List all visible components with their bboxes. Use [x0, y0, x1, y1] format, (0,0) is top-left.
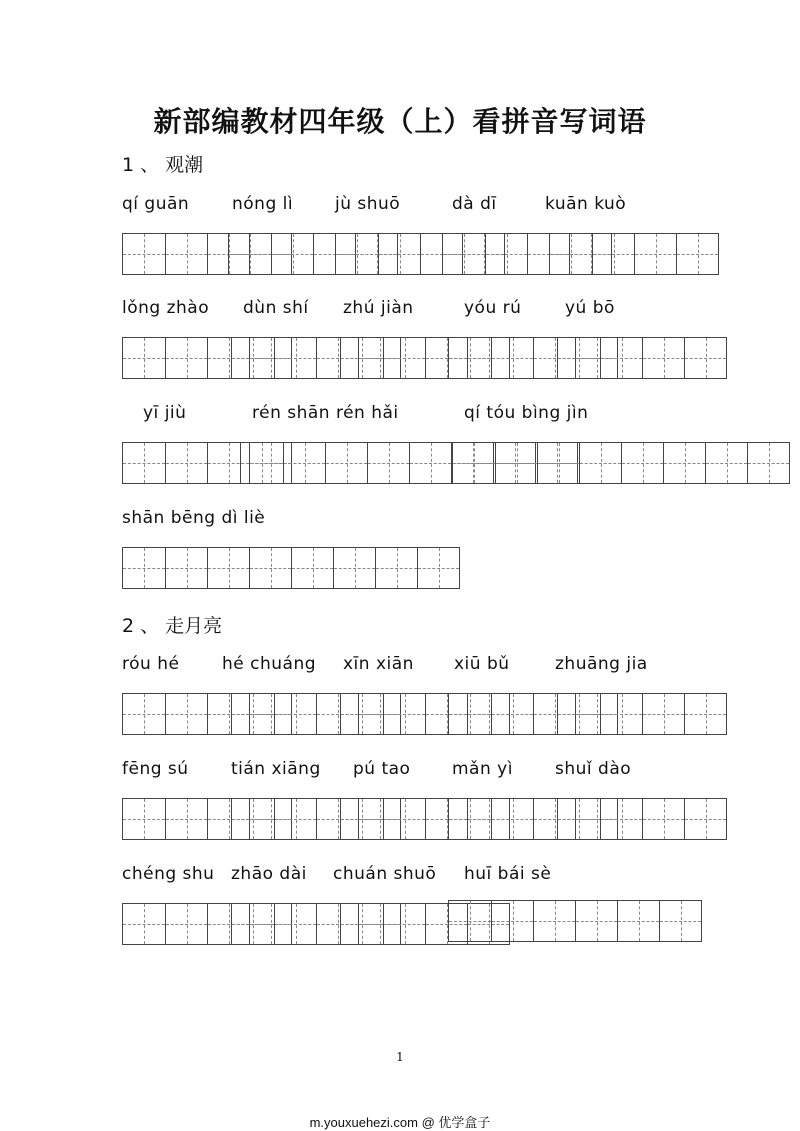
writing-grid[interactable]: [122, 547, 460, 589]
writing-cell[interactable]: [558, 338, 600, 378]
writing-cell[interactable]: [232, 799, 274, 839]
writing-cell[interactable]: [123, 799, 165, 839]
writing-cell[interactable]: [443, 234, 485, 274]
writing-cell[interactable]: [241, 443, 283, 483]
writing-cell[interactable]: [383, 799, 425, 839]
writing-cell[interactable]: [684, 338, 726, 378]
writing-cell[interactable]: [283, 443, 325, 483]
writing-cell[interactable]: [449, 338, 491, 378]
writing-cell[interactable]: [378, 234, 420, 274]
writing-cell[interactable]: [274, 338, 316, 378]
writing-cell[interactable]: [123, 904, 165, 944]
pinyin-prompt: yóu rú: [464, 298, 522, 318]
pinyin-prompt: lǒng zhào: [122, 298, 210, 318]
writing-cell[interactable]: [449, 694, 491, 734]
pinyin-prompt: rén shān rén hǎi: [252, 403, 399, 423]
writing-cell[interactable]: [634, 234, 676, 274]
pinyin-prompt: nóng lì: [232, 194, 294, 214]
pinyin-prompt: hé chuáng: [222, 654, 317, 674]
section-title: 1 、 观潮: [122, 154, 204, 176]
writing-cell[interactable]: [592, 234, 634, 274]
writing-cell[interactable]: [491, 901, 533, 941]
pinyin-prompt: róu hé: [122, 654, 180, 674]
writing-cell[interactable]: [383, 904, 425, 944]
pinyin-prompt: zhuāng jia: [555, 654, 648, 674]
pinyin-prompt: xīn xiān: [343, 654, 414, 674]
footer-credit: m.youxuehezi.com @ 优学盒子: [309, 1115, 491, 1130]
writing-cell[interactable]: [600, 338, 642, 378]
writing-cell[interactable]: [642, 338, 684, 378]
writing-cell[interactable]: [537, 443, 579, 483]
writing-cell[interactable]: [558, 799, 600, 839]
writing-cell[interactable]: [684, 799, 726, 839]
writing-cell[interactable]: [409, 443, 451, 483]
writing-cell[interactable]: [123, 443, 165, 483]
writing-cell[interactable]: [165, 799, 207, 839]
writing-cell[interactable]: [274, 799, 316, 839]
writing-cell[interactable]: [341, 799, 383, 839]
writing-cell[interactable]: [747, 443, 789, 483]
writing-cell[interactable]: [449, 901, 491, 941]
writing-cell[interactable]: [333, 548, 375, 588]
writing-cell[interactable]: [165, 904, 207, 944]
writing-cell[interactable]: [165, 443, 207, 483]
writing-cell[interactable]: [579, 443, 621, 483]
writing-cell[interactable]: [249, 548, 291, 588]
writing-cell[interactable]: [621, 443, 663, 483]
writing-cell[interactable]: [575, 901, 617, 941]
writing-cell[interactable]: [229, 234, 271, 274]
pinyin-prompt: zhú jiàn: [343, 298, 414, 318]
pinyin-prompt: tián xiāng: [231, 759, 321, 779]
writing-cell[interactable]: [491, 338, 533, 378]
pinyin-prompt: kuān kuò: [545, 194, 627, 214]
writing-cell[interactable]: [600, 799, 642, 839]
writing-cell[interactable]: [705, 443, 747, 483]
writing-cell[interactable]: [274, 694, 316, 734]
pinyin-prompt: pú tao: [353, 759, 411, 779]
writing-cell[interactable]: [617, 901, 659, 941]
writing-cell[interactable]: [495, 443, 537, 483]
writing-cell[interactable]: [449, 799, 491, 839]
writing-cell[interactable]: [165, 338, 207, 378]
writing-cell[interactable]: [123, 234, 165, 274]
writing-cell[interactable]: [341, 904, 383, 944]
pinyin-prompt: chuán shuō: [333, 864, 437, 884]
writing-cell[interactable]: [453, 443, 495, 483]
writing-cell[interactable]: [533, 901, 575, 941]
writing-cell[interactable]: [232, 694, 274, 734]
writing-cell[interactable]: [341, 338, 383, 378]
pinyin-prompt: dà dī: [452, 194, 497, 214]
pinyin-prompt: zhāo dài: [231, 864, 307, 884]
pinyin-prompt: fēng sú: [122, 759, 189, 779]
writing-grid[interactable]: [549, 233, 719, 275]
writing-cell[interactable]: [232, 904, 274, 944]
writing-grid[interactable]: [448, 900, 702, 942]
writing-cell[interactable]: [417, 548, 459, 588]
writing-cell[interactable]: [123, 338, 165, 378]
writing-cell[interactable]: [232, 338, 274, 378]
writing-cell[interactable]: [491, 694, 533, 734]
section-title: 2 、 走月亮: [122, 615, 223, 637]
writing-cell[interactable]: [271, 234, 313, 274]
pinyin-prompt: chéng shu: [122, 864, 215, 884]
writing-cell[interactable]: [676, 234, 718, 274]
writing-cell[interactable]: [123, 548, 165, 588]
page-number: 1: [396, 1050, 404, 1064]
writing-cell[interactable]: [341, 694, 383, 734]
writing-cell[interactable]: [383, 338, 425, 378]
writing-grid[interactable]: [452, 442, 790, 484]
writing-cell[interactable]: [325, 443, 367, 483]
writing-cell[interactable]: [642, 799, 684, 839]
writing-cell[interactable]: [659, 901, 701, 941]
pinyin-prompt: qí guān: [122, 194, 190, 214]
writing-cell[interactable]: [123, 694, 165, 734]
writing-cell[interactable]: [600, 694, 642, 734]
pinyin-prompt: shān bēng dì liè: [122, 508, 266, 528]
writing-cell[interactable]: [558, 694, 600, 734]
pinyin-prompt: yī jiù: [143, 403, 187, 423]
writing-cell[interactable]: [663, 443, 705, 483]
pinyin-prompt: shuǐ dào: [555, 759, 632, 779]
pinyin-prompt: xiū bǔ: [454, 654, 510, 674]
writing-grid[interactable]: [557, 693, 727, 735]
pinyin-prompt: dùn shí: [243, 298, 309, 318]
writing-cell[interactable]: [375, 548, 417, 588]
writing-cell[interactable]: [336, 234, 378, 274]
pinyin-prompt: qí tóu bìng jìn: [464, 403, 589, 423]
writing-cell[interactable]: [642, 694, 684, 734]
writing-grid[interactable]: [557, 798, 727, 840]
writing-cell[interactable]: [207, 548, 249, 588]
pinyin-prompt: yú bō: [565, 298, 615, 318]
writing-cell[interactable]: [684, 694, 726, 734]
pinyin-prompt: mǎn yì: [452, 759, 513, 779]
writing-cell[interactable]: [383, 694, 425, 734]
page-title: 新部编教材四年级（上）看拼音写词语: [153, 105, 647, 138]
pinyin-prompt: huī bái sè: [464, 864, 552, 884]
writing-cell[interactable]: [485, 234, 527, 274]
writing-cell[interactable]: [165, 234, 207, 274]
writing-cell[interactable]: [550, 234, 592, 274]
writing-grid[interactable]: [557, 337, 727, 379]
pinyin-prompt: jù shuō: [335, 194, 401, 214]
writing-cell[interactable]: [274, 904, 316, 944]
writing-cell[interactable]: [291, 548, 333, 588]
writing-cell[interactable]: [367, 443, 409, 483]
writing-cell[interactable]: [491, 799, 533, 839]
writing-cell[interactable]: [165, 548, 207, 588]
writing-cell[interactable]: [165, 694, 207, 734]
